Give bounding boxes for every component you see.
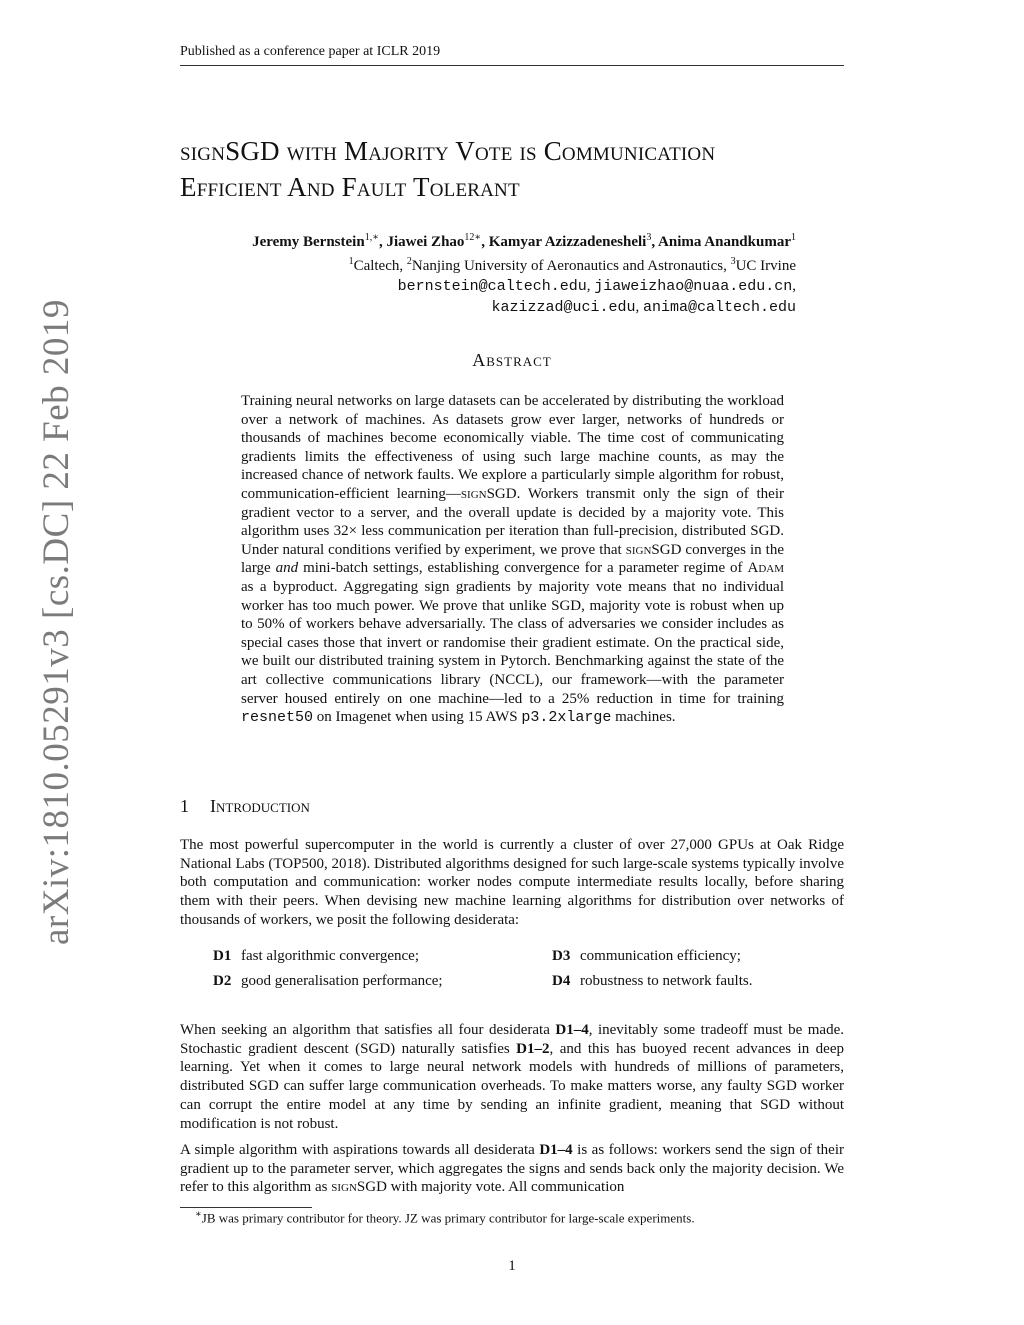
p3-ref-d1-4: D1–4 <box>539 1142 573 1158</box>
section-number: 1 <box>180 796 189 816</box>
running-header: Published as a conference paper at ICLR 2019 <box>180 44 441 59</box>
author-2-sup: 12∗ <box>464 232 482 243</box>
desideratum-d4 <box>552 973 752 990</box>
affiliation-2: Nanjing University of Aeronautics and Astronautics, <box>411 258 731 274</box>
abstract-body <box>241 392 784 728</box>
p3-text-a: A simple algorithm with aspirations towards all desiderata <box>180 1142 540 1158</box>
abstract-and: and <box>275 560 299 577</box>
p2-text-c: , inevitably some tradeoff must be made. Stochastic gradient descent (SGD) naturally satisfies <box>180 1022 844 1057</box>
abstract-text-2: . Workers transmit only the sign of their gradient vector to a server, and the overall update is decided by a majority vote. This algorithm uses 32× less communication per iteration than full-precision, distributed SGD. Under natural conditions verified by experiment, we prove that <box>241 485 785 558</box>
desideratum-label: D1 <box>213 948 232 964</box>
abstract-sign-1: sign <box>460 485 487 502</box>
p2-text-e: , and this has buoyed recent advances in deep learning. Yet when it comes to large neural network models with hundreds of millions of parameters, distributed SGD can suffer large communication overheads. To make matters worse, any faulty SGD worker can corrupt the entire model at any time by sending an infinite gradient, meaning that SGD without modification is not robust. <box>180 1040 844 1132</box>
emails-line-2: kazizzad@uci.edu, anima@caltech.edu <box>491 299 796 316</box>
intro-paragraph-1: The most powerful supercomputer in the world is currently a cluster of over 27,000 GPUs at Oak Ridge National Labs (TOP500, 2018). Distributed algorithms designed for such large-scale systems typically involve both computation and communication: worker nodes compute intermediate results locally, before sharing them with their peers. When devising new machine learning algorithms for distribution over networks of thousands of workers, we posit the following desiderata: <box>180 837 844 928</box>
desideratum-text: good generalisation performance; <box>241 973 443 989</box>
desideratum-label: D3 <box>552 948 571 964</box>
emails-line-1: bernstein@caltech.edu, jiaweizhao@nuaa.edu.cn, <box>397 278 796 295</box>
intro-paragraph-2 <box>180 1021 844 1133</box>
footnote-mark: ∗ <box>195 1209 202 1220</box>
section-title: Introduction <box>210 796 310 816</box>
abstract-sgd-1: SGD <box>486 485 517 502</box>
email-1[interactable]: bernstein@caltech.edu <box>397 278 587 295</box>
desideratum-text: fast algorithmic convergence; <box>241 948 419 964</box>
affiliation-3: UC Irvine <box>735 258 796 274</box>
abstract-text-5: as a byproduct. Aggregating sign gradients by majority vote means that no individual worker has too much power. We prove that unlike SGD, majority vote is robust when up to 50% of workers behave adversarially. The class of adversaries we consider includes as special cases those that invert or randomise their gradient estimate. On the practical side, we built our distributed training system in Pytorch. Benchmarking against the state of the art collective communications library (NCCL), our framework—with the parameter server housed entirely on one machine—led to a 25% reduction in time for training <box>241 578 784 707</box>
page-number: 1 <box>508 1258 516 1274</box>
footnote-text: JB was primary contributor for theory. JZ was primary contributor for large-scale experiments. <box>201 1210 695 1226</box>
desideratum-label: D2 <box>213 973 232 989</box>
abstract-sign-2: sign <box>625 541 652 558</box>
affil-sup-1: 1 <box>348 256 354 267</box>
section-heading-introduction <box>180 796 310 817</box>
p3-text-e: SGD with majority vote. All communication <box>356 1179 625 1196</box>
abstract-text-6: on Imagenet when using 15 AWS <box>313 709 522 726</box>
author-3-sup: 3 <box>646 232 652 243</box>
abstract-code-resnet: resnet50 <box>241 709 314 727</box>
email-2[interactable]: jiaweizhao@nuaa.edu.cn <box>594 278 793 295</box>
title-line-2: Efficient And Fault Tolerant <box>180 172 520 202</box>
desideratum-label: D4 <box>552 973 571 989</box>
desideratum-text: robustness to network faults. <box>580 973 753 989</box>
title-line-1: signSGD with Majority Vote is Communication <box>180 136 716 166</box>
abstract-adam: Adam <box>747 560 785 577</box>
arxiv-stamp: arXiv:1810.05291v3 [cs.DC] 22 Feb 2019 <box>36 299 77 945</box>
author-3: Kamyar Azizzadenesheli <box>488 234 647 250</box>
email-4[interactable]: anima@caltech.edu <box>642 299 796 316</box>
affiliation-1: Caltech, <box>353 258 407 274</box>
author-1-sup: 1,∗ <box>364 232 379 243</box>
abstract-text-1: Training neural networks on large datasets can be accelerated by distributing the workload over a network of machines. As datasets grow ever larger, networks of hundreds or thousands of machines become economically viable. The time cost of communicating gradients limits the effectiveness of using such large machine counts, as may the increased chance of network faults. We explore a particularly simple algorithm for robust, communication-efficient learning— <box>241 393 784 502</box>
p2-ref-d1-2: D1–2 <box>516 1040 550 1057</box>
p3-sign: sign <box>331 1179 357 1196</box>
abstract-text-7: machines. <box>611 709 676 726</box>
email-3[interactable]: kazizzad@uci.edu <box>491 299 636 316</box>
author-2: Jiawei Zhao <box>386 234 465 250</box>
header-rule <box>180 65 844 66</box>
author-1: Jeremy Bernstein <box>252 234 365 250</box>
affil-sup-3: 3 <box>730 256 736 267</box>
desideratum-d1 <box>213 948 419 965</box>
desideratum-text: communication efficiency; <box>580 948 741 964</box>
p3-text-c: is as follows: workers send the sign of their gradient up to the parameter server, which aggregates the signs and sends back only the majority decision. We refer to this algorithm as <box>180 1142 844 1196</box>
abstract-text-3: SGD converges in the large <box>241 541 784 577</box>
affil-sup-2: 2 <box>406 256 412 267</box>
p2-ref-d1-4: D1–4 <box>555 1022 589 1038</box>
intro-paragraph-3 <box>180 1141 844 1197</box>
abstract-code-instance: p3.2xlarge <box>521 709 612 727</box>
author-4-sup: 1 <box>791 232 796 243</box>
author-block <box>180 228 796 318</box>
abstract-heading: Abstract <box>472 350 552 370</box>
author-names: Jeremy Bernstein$^{1,∗}$, Jiawei Zhao$^{12∗}$, Kamyar Azizzadenesheli$^3$, Anima Anandkumar$^1$ <box>252 232 796 250</box>
desideratum-d3 <box>552 948 741 965</box>
author-4: Anima Anandkumar <box>658 234 791 250</box>
desideratum-d2 <box>213 973 443 990</box>
paper-title <box>180 133 860 205</box>
p2-text-a: When seeking an algorithm that satisfies all four desiderata <box>180 1022 556 1038</box>
footnote-rule <box>180 1207 312 1208</box>
affiliations <box>180 252 796 276</box>
footnote <box>195 1209 695 1226</box>
abstract-text-4: mini-batch settings, establishing convergence for a parameter regime of <box>298 560 748 577</box>
